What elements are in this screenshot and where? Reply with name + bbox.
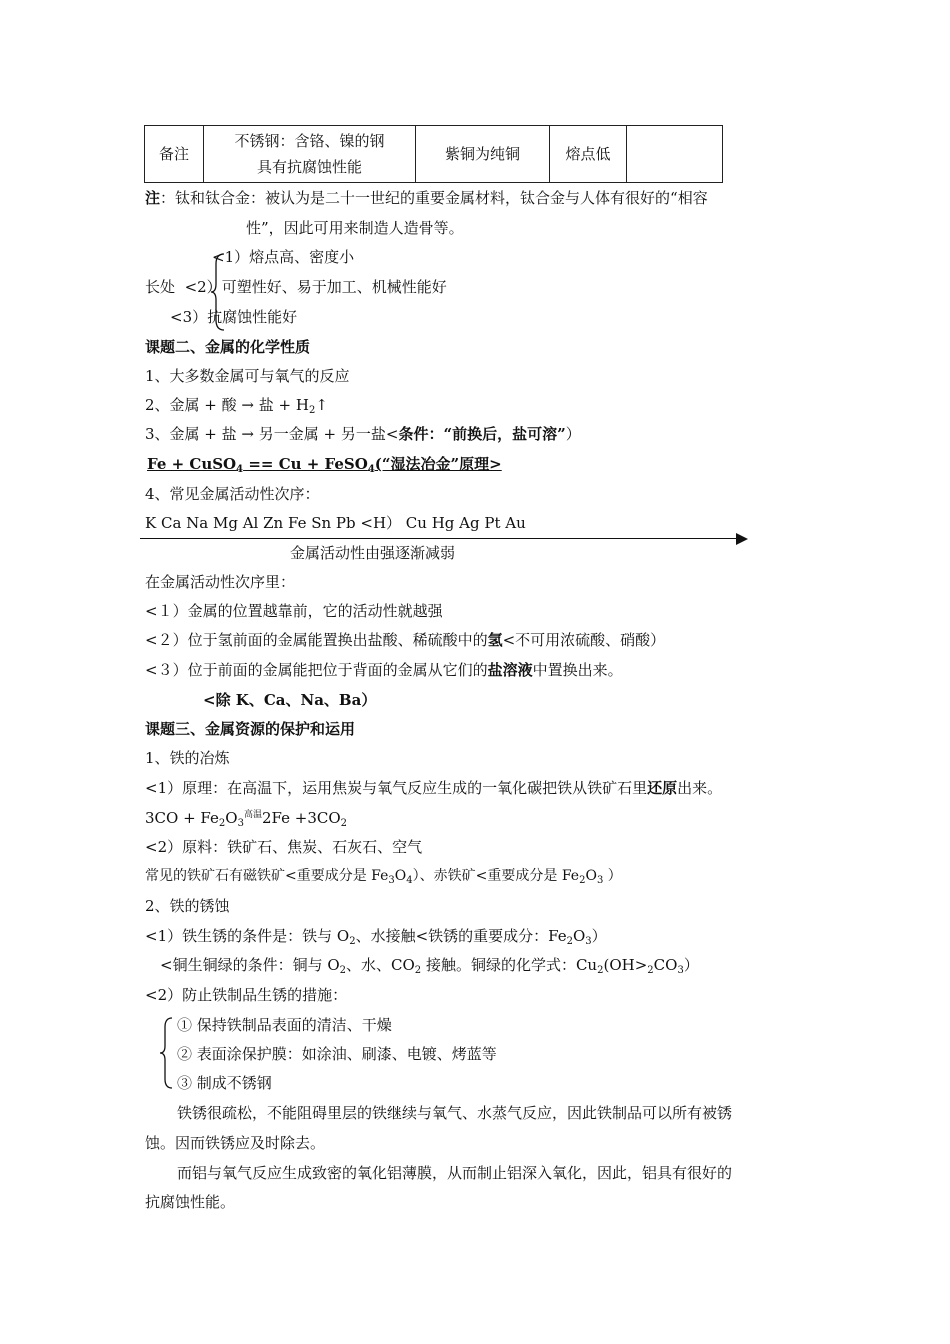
reaction-condition: 高温 bbox=[243, 810, 262, 820]
text-run: 2Fe +3CO bbox=[261, 809, 341, 827]
text-run: 接触。铜绿的化学式：Cu bbox=[421, 956, 598, 974]
text-run-bold: 氢 bbox=[487, 631, 503, 649]
rust-conditions bbox=[145, 926, 607, 946]
subscript: 3 bbox=[237, 818, 244, 829]
subscript: 3 bbox=[596, 875, 604, 886]
paragraph-2-line-2: 抗腐蚀性能。 bbox=[145, 1193, 236, 1211]
table-cell-label: 备注 bbox=[145, 126, 204, 183]
table-cell-line: 具有抗腐蚀性能 bbox=[256, 158, 362, 176]
arrow-label: 金属活动性由强逐渐减弱 bbox=[290, 544, 456, 562]
measure-1: ① 保持铁制品表面的清洁、干燥 bbox=[177, 1016, 392, 1034]
left-brace-icon bbox=[210, 252, 226, 332]
arrow-head-icon bbox=[736, 533, 748, 545]
text-run: <1）铁生锈的条件是：铁与 O bbox=[145, 927, 350, 945]
text-run: 、水接触<铁锈的重要成分：Fe bbox=[355, 927, 567, 945]
subscript: 4 bbox=[367, 464, 375, 475]
text-run: <２）位于氢前面的金属能置换出盐酸、稀硫酸中的 bbox=[145, 631, 488, 649]
subscript: 2 bbox=[414, 965, 422, 976]
text-run: ）、赤铁矿<重要成分是 Fe bbox=[412, 868, 580, 884]
text-run: <３）位于前面的金属能把位于背面的金属从它们的 bbox=[145, 661, 488, 679]
text-run: ） bbox=[565, 425, 581, 443]
arrow-line bbox=[140, 538, 740, 539]
subscript: 2 bbox=[566, 936, 573, 947]
text-run: 出来。 bbox=[677, 779, 723, 797]
raw-materials: <2）原料：铁矿石、焦炭、石灰石、空气 bbox=[145, 838, 423, 856]
text-run: 2、金属 + 酸 → 盐 + H bbox=[145, 396, 309, 414]
subscript: 2 bbox=[218, 818, 226, 829]
text-run-bold: 条件：“前换后，盐可溶” bbox=[398, 425, 566, 443]
text-run: O bbox=[572, 927, 586, 945]
table-cell-stainless bbox=[204, 126, 416, 183]
topic2-equation bbox=[147, 454, 502, 474]
smelting-equation bbox=[145, 808, 347, 831]
text-run: ↑ bbox=[315, 396, 328, 414]
text-run-bold: 还原 bbox=[647, 779, 678, 797]
table-cell-copper: 紫铜为纯铜 bbox=[416, 126, 550, 183]
smelting-principle bbox=[145, 778, 722, 798]
exclusion-note: <除 K、Ca、Na、Ba） bbox=[203, 691, 377, 709]
text-run: O bbox=[394, 868, 407, 884]
merit-item-1: <1）熔点高、密度小 bbox=[212, 248, 355, 266]
topic2-title: 课题二、金属的化学性质 bbox=[145, 338, 311, 356]
paragraph-2-line-1: 而铝与氧气反应生成致密的氧化铝薄膜，从而制止铝深入氧化，因此，铝具有很好的 bbox=[177, 1164, 733, 1182]
text-run: (“湿法冶金”原理> bbox=[374, 455, 502, 473]
topic3-s2: 2、铁的锈蚀 bbox=[145, 897, 230, 915]
text-run: 常见的铁矿石有磁铁矿<重要成分是 Fe bbox=[145, 868, 389, 884]
topic2-p1: 1、大多数金属可与氧气的反应 bbox=[145, 367, 350, 385]
text-run: 3CO + Fe bbox=[145, 809, 219, 827]
text-run: O bbox=[585, 868, 597, 884]
paragraph-1-line-2: 蚀。因而铁锈应及时除去。 bbox=[145, 1134, 326, 1152]
topic3-s1: 1、铁的冶炼 bbox=[145, 749, 230, 767]
subscript: 2 bbox=[597, 965, 604, 976]
text-run: <1）原理：在高温下，运用焦炭与氧气反应生成的一氧化碳把铁从铁矿石里 bbox=[145, 779, 648, 797]
subscript: 3 bbox=[677, 965, 684, 976]
note-line-1 bbox=[145, 188, 708, 208]
table-row bbox=[145, 126, 723, 183]
rules-intro: 在金属活动性次序里： bbox=[145, 573, 296, 591]
rule-1: <１）金属的位置越靠前，它的活动性就越强 bbox=[145, 602, 443, 620]
subscript: 2 bbox=[308, 405, 316, 416]
subscript: 2 bbox=[349, 936, 356, 947]
text-run: ） bbox=[683, 956, 699, 974]
topic3-title: 课题三、金属资源的保护和运用 bbox=[145, 720, 356, 738]
table-cell-line: 不锈钢：含铬、镍的钢 bbox=[234, 132, 385, 150]
measure-2: ② 表面涂保护膜：如涂油、刷漆、电镀、烤蓝等 bbox=[177, 1045, 497, 1063]
subscript: 3 bbox=[585, 936, 592, 947]
text-run: Fe + CuSO bbox=[147, 455, 237, 473]
text-run: O bbox=[225, 809, 238, 827]
left-brace-icon bbox=[158, 1016, 174, 1090]
merit-item-2-num: <2） bbox=[184, 278, 222, 296]
note-text: ：钛和钛合金：被认为是二十一世纪的重要金属材料，钛合金与人体有很好的“相容 bbox=[160, 189, 708, 207]
merit-item-2-text: 可塑性好、易于加工、机械性能好 bbox=[221, 278, 447, 296]
table-cell-melting: 熔点低 bbox=[550, 126, 627, 183]
note-line-2: 性”，因此可用来制造人造骨等。 bbox=[246, 219, 464, 237]
subscript: 2 bbox=[340, 818, 348, 829]
subscript: 3 bbox=[388, 875, 395, 886]
subscript: 2 bbox=[339, 965, 347, 976]
note-prefix: 注 bbox=[145, 189, 161, 207]
text-run: CO bbox=[653, 956, 678, 974]
merit-item-3: <3）抗腐蚀性能好 bbox=[170, 308, 298, 326]
topic2-p3 bbox=[145, 424, 581, 444]
paragraph-1-line-1: 铁锈很疏松，不能阻碍里层的铁继续与氧气、水蒸气反应，因此铁制品可以所有被锈 bbox=[177, 1104, 733, 1122]
measure-3: ③ 制成不锈钢 bbox=[177, 1074, 272, 1092]
text-run: 3、金属 + 盐 → 另一金属 + 另一盐< bbox=[145, 425, 399, 443]
prevention-title: <2）防止铁制品生锈的措施： bbox=[145, 986, 348, 1004]
text-run: 中置换出来。 bbox=[532, 661, 623, 679]
text-run: ） bbox=[591, 927, 607, 945]
text-run-bold: 盐溶液 bbox=[487, 661, 533, 679]
merit-head: 长处 bbox=[145, 278, 176, 296]
subscript: 2 bbox=[579, 875, 586, 886]
subscript: 4 bbox=[236, 464, 244, 475]
text-run: (OH> bbox=[603, 956, 648, 974]
iron-ores bbox=[145, 866, 622, 886]
activity-series: K Ca Na Mg Al Zn Fe Sn Pb <H） Cu Hg Ag Pt Au bbox=[145, 514, 526, 532]
subscript: 2 bbox=[647, 965, 654, 976]
topic2-p4: 4、常见金属活动性次序： bbox=[145, 485, 320, 503]
topic2-p2 bbox=[145, 395, 328, 415]
notes-table bbox=[144, 125, 723, 183]
copper-patina bbox=[160, 955, 699, 975]
text-run: <铜生铜绿的条件：铜与 O bbox=[160, 956, 340, 974]
table-cell-empty bbox=[627, 126, 723, 183]
rule-2 bbox=[145, 630, 665, 650]
rule-3 bbox=[145, 660, 623, 680]
text-run: 、水、CO bbox=[346, 956, 415, 974]
merit-item-2 bbox=[145, 277, 447, 297]
text-run: == Cu + FeSO bbox=[243, 455, 368, 473]
subscript: 4 bbox=[406, 875, 413, 886]
text-run: <不可用浓硫酸、硝酸） bbox=[502, 631, 666, 649]
text-run: ） bbox=[603, 868, 622, 884]
